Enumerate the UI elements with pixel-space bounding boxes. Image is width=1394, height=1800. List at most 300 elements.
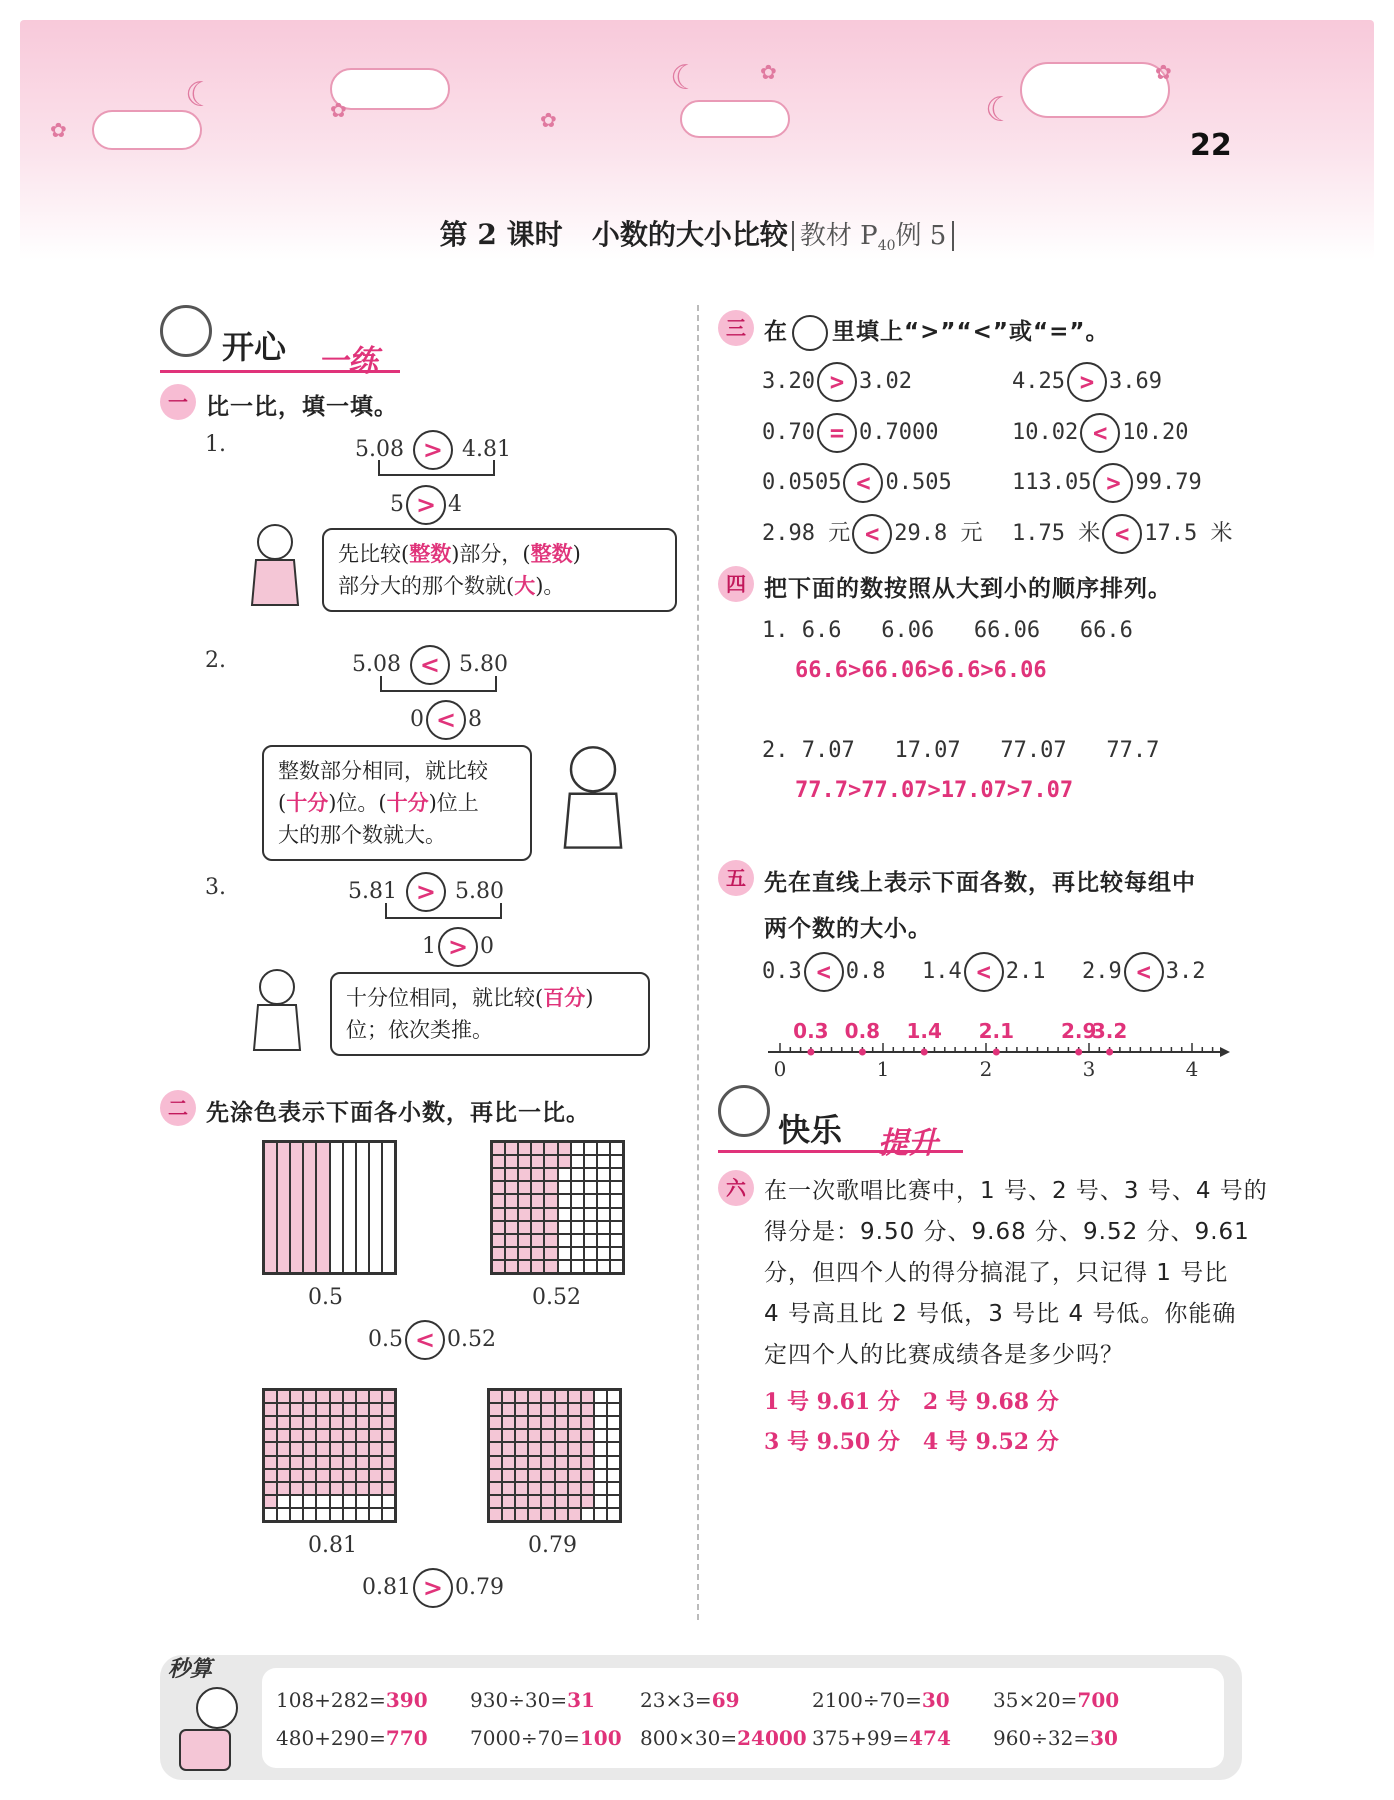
grid-cell [369, 1390, 382, 1403]
grid-cell [502, 1403, 515, 1416]
calc-item: 7000÷70=100 [470, 1726, 622, 1750]
grid-cell [555, 1416, 568, 1429]
grid-cell [277, 1495, 290, 1508]
grid-cell [502, 1469, 515, 1482]
banner-subtitle: 一练 [318, 344, 378, 379]
grid-cell [571, 1247, 584, 1260]
grid-cell [330, 1508, 343, 1521]
cloud-icon [1020, 62, 1170, 118]
girl-icon [242, 965, 312, 1055]
comparison-row: 2.98 元 < 29.8 元 [762, 514, 982, 554]
grid-cell [277, 1403, 290, 1416]
grid-cell [515, 1429, 528, 1442]
grid-cell [489, 1456, 502, 1469]
grid-cell [264, 1429, 277, 1442]
grid-cell [555, 1495, 568, 1508]
grid-cell [382, 1390, 395, 1403]
grid-cell [515, 1403, 528, 1416]
grid-cell [356, 1495, 369, 1508]
comparison-row: 5 > 4 [390, 485, 462, 525]
grid-cell [518, 1181, 531, 1194]
grid-cell [518, 1260, 531, 1273]
ordering-answer: 66.6>66.06>6.6>6.06 [795, 658, 1047, 683]
grid-cell [369, 1442, 382, 1455]
grid-cell [518, 1142, 531, 1155]
point-label: 0.8 [844, 1019, 881, 1043]
grid-cell [568, 1403, 581, 1416]
grid-cell [382, 1482, 395, 1495]
grid-label: 0.52 [532, 1285, 581, 1310]
grid-cell [290, 1442, 303, 1455]
grid-cell [492, 1234, 505, 1247]
grid-cell [541, 1403, 554, 1416]
grid-cell [303, 1495, 316, 1508]
grid-cell [584, 1142, 597, 1155]
grid-cell [316, 1469, 329, 1482]
grid-cell [489, 1416, 502, 1429]
grid-cell [584, 1168, 597, 1181]
grid-cell [555, 1469, 568, 1482]
number-line [760, 1000, 1230, 1080]
grid-cell [303, 1442, 316, 1455]
grid-cell [356, 1456, 369, 1469]
grid-cell [264, 1469, 277, 1482]
grid-cell [594, 1429, 607, 1442]
grid-cell [571, 1221, 584, 1234]
banner-subtitle: 提升 [878, 1126, 938, 1161]
grid-cell [277, 1482, 290, 1495]
grid-cell [343, 1416, 356, 1429]
grid-cell [343, 1390, 356, 1403]
grid-cell [544, 1247, 557, 1260]
cloud-icon [680, 100, 790, 138]
grid-cell [303, 1390, 316, 1403]
grid-cell [316, 1508, 329, 1521]
part-label: 1. [205, 432, 226, 457]
grid-cell [303, 1482, 316, 1495]
question-text: 先在直线上表示下面各数，再比较每组中 [764, 870, 1196, 896]
grid-cell [528, 1442, 541, 1455]
grid-cell [518, 1168, 531, 1181]
grid-cell [584, 1221, 597, 1234]
grid-cell [492, 1194, 505, 1207]
grid-cell [558, 1221, 571, 1234]
grid-cell [316, 1142, 329, 1273]
grid-cell [290, 1482, 303, 1495]
grid-cell [581, 1495, 594, 1508]
grid-cell [610, 1221, 623, 1234]
grid-cell [541, 1442, 554, 1455]
comparison-row: 0 < 8 [410, 700, 482, 740]
grid-cell [544, 1194, 557, 1207]
grid-cell [277, 1442, 290, 1455]
grid-cell [541, 1429, 554, 1442]
problem-answer: 1 号 9.61 分 2 号 9.68 分 [764, 1389, 1059, 1415]
grid-cell [568, 1495, 581, 1508]
grid-cell [489, 1495, 502, 1508]
grid-cell [369, 1456, 382, 1469]
grid-cell [492, 1260, 505, 1273]
comparison-row: 1.75 米 < 17.5 米 [1012, 514, 1232, 554]
problem-line: 在一次歌唱比赛中，1 号、2 号、3 号、4 号的 [764, 1178, 1268, 1204]
grid-cell [568, 1456, 581, 1469]
grid-cell [518, 1234, 531, 1247]
grid-cell [303, 1508, 316, 1521]
grid-cell [489, 1469, 502, 1482]
moon-icon: ☾ [985, 90, 1016, 130]
number-point [1075, 1049, 1082, 1056]
decimal-grid-hundredths [487, 1388, 622, 1523]
grid-cell [356, 1142, 369, 1273]
question-number: 六 [718, 1170, 754, 1206]
grid-cell [290, 1403, 303, 1416]
grid-cell [518, 1208, 531, 1221]
grid-cell [382, 1416, 395, 1429]
grid-cell [558, 1181, 571, 1194]
problem-line: 得分是：9.50 分、9.68 分、9.52 分、9.61 [764, 1219, 1250, 1245]
grid-cell [597, 1234, 610, 1247]
grid-cell [330, 1403, 343, 1416]
grid-cell [316, 1403, 329, 1416]
calc-item: 930÷30=31 [470, 1688, 595, 1712]
grid-cell [541, 1508, 554, 1521]
grid-cell [568, 1416, 581, 1429]
grid-cell [555, 1508, 568, 1521]
comparison-row: 1.4 < 2.1 [922, 952, 1046, 992]
comparison-row: 4.25 > 3.69 [1012, 362, 1162, 402]
grid-cell [277, 1456, 290, 1469]
grid-cell [316, 1416, 329, 1429]
grid-cell [531, 1194, 544, 1207]
boy-icon [172, 1680, 252, 1775]
question-number: 四 [718, 566, 754, 602]
grid-cell [555, 1442, 568, 1455]
grid-cell [330, 1482, 343, 1495]
number-point [921, 1049, 928, 1056]
calc-item: 960÷32=30 [993, 1726, 1118, 1750]
grid-cell [541, 1495, 554, 1508]
bracket [385, 903, 502, 919]
grid-cell [518, 1194, 531, 1207]
grid-cell [356, 1508, 369, 1521]
part-label: 3. [205, 875, 226, 900]
grid-cell [316, 1482, 329, 1495]
problem-line: 分，但四个人的得分搞混了，只记得 1 号比 [764, 1260, 1229, 1286]
grid-cell [528, 1495, 541, 1508]
grid-cell [264, 1416, 277, 1429]
grid-cell [264, 1403, 277, 1416]
grid-cell [594, 1403, 607, 1416]
grid-cell [264, 1508, 277, 1521]
grid-cell [568, 1482, 581, 1495]
tick-label: 4 [1185, 1057, 1199, 1080]
grid-cell [544, 1142, 557, 1155]
grid-cell [505, 1260, 518, 1273]
comparison-row: 1 > 0 [422, 927, 494, 967]
grid-cell [277, 1142, 290, 1273]
grid-cell [505, 1168, 518, 1181]
grid-cell [382, 1442, 395, 1455]
grid-cell [610, 1142, 623, 1155]
comparison-row: 0.5 < 0.52 [368, 1320, 496, 1360]
number-point [807, 1049, 814, 1056]
grid-cell [571, 1208, 584, 1221]
grid-cell [264, 1456, 277, 1469]
grid-cell [581, 1403, 594, 1416]
question-text: 先涂色表示下面各小数，再比一比。 [206, 1100, 590, 1126]
grid-cell [531, 1260, 544, 1273]
decimal-grid-hundredths [262, 1388, 397, 1523]
grid-cell [343, 1456, 356, 1469]
comparison-row: 2.9 < 3.2 [1082, 952, 1206, 992]
grid-cell [607, 1495, 620, 1508]
grid-cell [515, 1495, 528, 1508]
star-icon: ✿ [50, 118, 67, 142]
grid-cell [528, 1403, 541, 1416]
grid-cell [505, 1155, 518, 1168]
grid-cell [492, 1221, 505, 1234]
grid-cell [581, 1416, 594, 1429]
grid-cell [544, 1208, 557, 1221]
grid-cell [584, 1234, 597, 1247]
grid-cell [541, 1416, 554, 1429]
grid-cell [571, 1234, 584, 1247]
tick-label: 3 [1082, 1057, 1096, 1080]
grid-cell [544, 1221, 557, 1234]
grid-cell [492, 1142, 505, 1155]
problem-line: 定四个人的比赛成绩各是多少吗？ [764, 1342, 1124, 1368]
grid-cell [607, 1456, 620, 1469]
grid-cell [555, 1456, 568, 1469]
calc-item: 800×30=24000 [640, 1726, 807, 1750]
grid-cell [343, 1403, 356, 1416]
grid-label: 0.79 [528, 1533, 577, 1558]
grid-cell [610, 1194, 623, 1207]
moon-icon: ☾ [670, 58, 701, 98]
grid-cell [277, 1416, 290, 1429]
grid-cell [290, 1495, 303, 1508]
grid-cell [330, 1416, 343, 1429]
grid-cell [382, 1508, 395, 1521]
grid-cell [290, 1390, 303, 1403]
grid-cell [581, 1482, 594, 1495]
quick-calc-label: 秒算 [168, 1656, 213, 1682]
question-number: 一 [160, 384, 196, 420]
grid-cell [531, 1221, 544, 1234]
grid-cell [343, 1482, 356, 1495]
grid-cell [584, 1247, 597, 1260]
grid-cell [330, 1142, 343, 1273]
part-label: 2. [205, 648, 226, 673]
grid-cell [264, 1482, 277, 1495]
grid-cell [316, 1456, 329, 1469]
grid-cell [607, 1508, 620, 1521]
grid-cell [277, 1469, 290, 1482]
page-number: 22 [1190, 128, 1232, 163]
quick-calc-inner [262, 1668, 1224, 1768]
comparison-row: 0.70 = 0.7000 [762, 413, 938, 453]
grid-cell [515, 1456, 528, 1469]
grid-cell [571, 1181, 584, 1194]
grid-cell [330, 1469, 343, 1482]
grid-cell [584, 1194, 597, 1207]
grid-cell [489, 1482, 502, 1495]
grid-cell [369, 1495, 382, 1508]
grid-cell [584, 1208, 597, 1221]
grid-cell [369, 1508, 382, 1521]
grid-cell [555, 1403, 568, 1416]
grid-cell [492, 1208, 505, 1221]
grid-cell [610, 1260, 623, 1273]
moon-icon: ☾ [185, 75, 216, 115]
grid-cell [528, 1482, 541, 1495]
grid-cell [597, 1194, 610, 1207]
point-label: 1.4 [906, 1019, 942, 1043]
grid-cell [502, 1416, 515, 1429]
grid-cell [607, 1429, 620, 1442]
grid-cell [544, 1260, 557, 1273]
grid-cell [489, 1403, 502, 1416]
grid-cell [558, 1234, 571, 1247]
grid-cell [607, 1390, 620, 1403]
grid-cell [581, 1508, 594, 1521]
grid-cell [290, 1416, 303, 1429]
grid-cell [584, 1155, 597, 1168]
question-text: 把下面的数按照从大到小的顺序排列。 [764, 576, 1172, 602]
bear-icon [718, 1085, 770, 1137]
grid-cell [505, 1208, 518, 1221]
grid-cell [356, 1469, 369, 1482]
grid-cell [568, 1508, 581, 1521]
grid-cell [518, 1221, 531, 1234]
grid-cell [597, 1155, 610, 1168]
grid-cell [594, 1482, 607, 1495]
grid-cell [607, 1416, 620, 1429]
grid-cell [528, 1390, 541, 1403]
grid-cell [515, 1469, 528, 1482]
grid-cell [555, 1482, 568, 1495]
grid-cell [369, 1142, 382, 1273]
grid-cell [544, 1234, 557, 1247]
grid-cell [607, 1469, 620, 1482]
grid-cell [518, 1155, 531, 1168]
grid-cell [369, 1482, 382, 1495]
grid-cell [584, 1260, 597, 1273]
grid-cell [382, 1495, 395, 1508]
decimal-grid-hundredths [490, 1140, 625, 1275]
column-divider [697, 305, 699, 1620]
grid-label: 0.5 [308, 1285, 343, 1310]
grid-cell [303, 1429, 316, 1442]
star-icon: ✿ [760, 60, 777, 84]
grid-cell [502, 1442, 515, 1455]
calc-item: 23×3=69 [640, 1688, 740, 1712]
tick-label: 0 [773, 1057, 787, 1080]
grid-cell [303, 1403, 316, 1416]
grid-cell [264, 1390, 277, 1403]
grid-cell [330, 1456, 343, 1469]
grid-cell [356, 1416, 369, 1429]
grid-cell [290, 1456, 303, 1469]
grid-cell [594, 1390, 607, 1403]
grid-cell [277, 1429, 290, 1442]
grid-cell [558, 1155, 571, 1168]
grid-cell [541, 1456, 554, 1469]
grid-cell [594, 1495, 607, 1508]
grid-cell [528, 1429, 541, 1442]
grid-cell [303, 1416, 316, 1429]
grid-cell [356, 1403, 369, 1416]
grid-cell [594, 1508, 607, 1521]
comparison-row: 3.20 > 3.02 [762, 362, 912, 402]
grid-cell [531, 1181, 544, 1194]
number-point [859, 1049, 866, 1056]
grid-cell [581, 1469, 594, 1482]
grid-cell [528, 1469, 541, 1482]
grid-cell [594, 1456, 607, 1469]
banner-underline [160, 370, 400, 373]
grid-cell [558, 1194, 571, 1207]
grid-cell [343, 1142, 356, 1273]
grid-cell [303, 1142, 316, 1273]
grid-cell [505, 1181, 518, 1194]
problem-answer: 3 号 9.50 分 4 号 9.52 分 [764, 1429, 1059, 1455]
grid-cell [502, 1390, 515, 1403]
page-title: 第 2 课时 小数的大小比较 教材 $P_{40}$例 5 [0, 213, 1394, 254]
grid-cell [382, 1469, 395, 1482]
bracket [378, 460, 495, 476]
grid-cell [558, 1247, 571, 1260]
comparison-row: 5.08 > 4.81 [355, 430, 511, 470]
grid-cell [515, 1508, 528, 1521]
grid-cell [505, 1247, 518, 1260]
question-text: 在 里填上“>”“<”或“=”。 [764, 313, 1110, 351]
hint-bubble: 整数部分相同，就比较 (十分)位。(十分)位上 大的那个数就大。 [262, 745, 532, 861]
grid-cell [531, 1155, 544, 1168]
banner-title: 开心 [222, 328, 287, 366]
grid-cell [382, 1429, 395, 1442]
grid-cell [568, 1429, 581, 1442]
grid-cell [544, 1155, 557, 1168]
grid-cell [581, 1442, 594, 1455]
grid-cell [264, 1495, 277, 1508]
grid-cell [264, 1442, 277, 1455]
point-label: 3.2 [1091, 1019, 1128, 1043]
tick-label: 2 [979, 1057, 993, 1080]
grid-cell [528, 1416, 541, 1429]
grid-cell [558, 1208, 571, 1221]
grid-cell [489, 1508, 502, 1521]
grid-cell [594, 1416, 607, 1429]
grid-cell [610, 1247, 623, 1260]
grid-cell [290, 1469, 303, 1482]
question-text: 比一比，填一填。 [206, 394, 398, 420]
ordering-problem: 1. 6.6 6.06 66.06 66.6 [762, 618, 1133, 643]
grid-cell [558, 1260, 571, 1273]
grid-cell [489, 1442, 502, 1455]
grid-cell [568, 1469, 581, 1482]
grid-cell [528, 1456, 541, 1469]
grid-cell [531, 1168, 544, 1181]
girl-icon [548, 740, 638, 850]
calc-item: 108+282=390 [276, 1688, 428, 1712]
grid-cell [544, 1181, 557, 1194]
grid-cell [489, 1429, 502, 1442]
grid-cell [581, 1429, 594, 1442]
grid-cell [330, 1429, 343, 1442]
question-number: 三 [718, 310, 754, 346]
grid-cell [594, 1469, 607, 1482]
